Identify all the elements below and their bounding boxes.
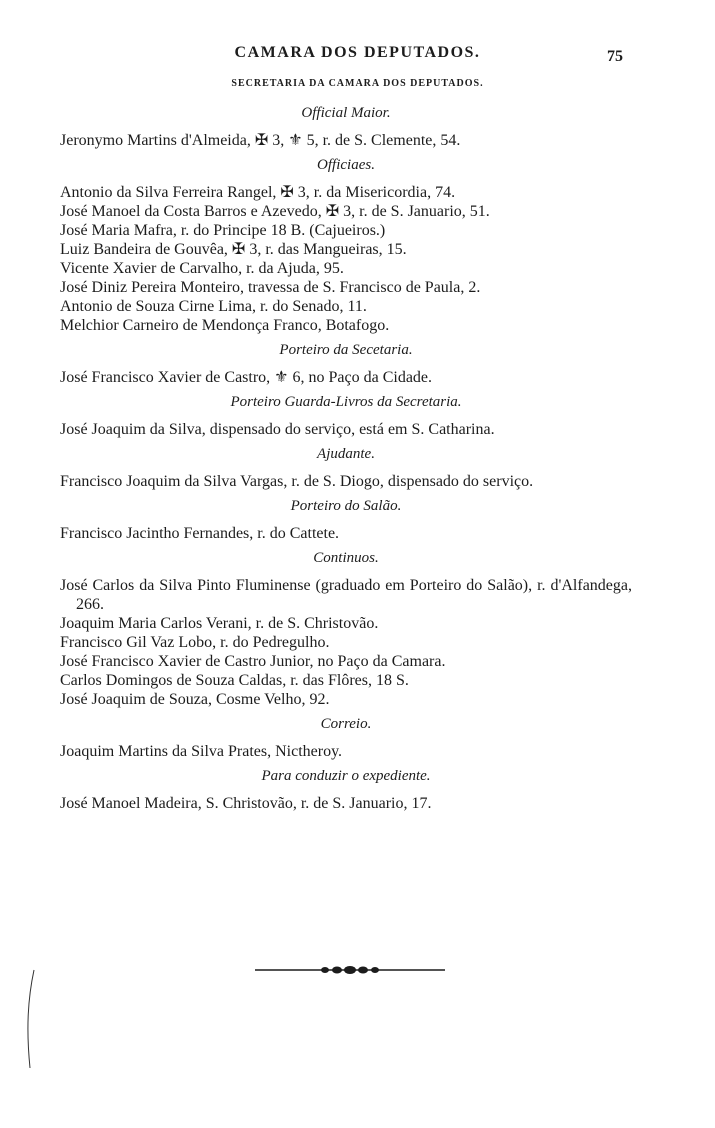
section-title: Continuos. xyxy=(313,550,379,566)
directory-entry: Joaquim Maria Carlos Verani, r. de S. Christovão. xyxy=(60,615,379,632)
directory-entry: Joaquim Martins da Silva Prates, Nictheroy. xyxy=(60,743,343,760)
directory-entry: José Manoel Madeira, S. Christovão, r. de S. Januario, 17. xyxy=(60,795,432,812)
directory-section xyxy=(60,393,632,439)
section-title: Officiaes. xyxy=(317,157,375,173)
page-number: 75 xyxy=(607,48,623,65)
directory-entry: José Francisco Xavier de Castro, ⚜ 6, no Paço da Cidade. xyxy=(60,369,433,386)
section-title: Para conduzir o expediente. xyxy=(261,768,431,784)
directory-entry: Jeronymo Martins d'Almeida, ✠ 3, ⚜ 5, r. de S. Clemente, 54. xyxy=(60,132,461,149)
directory-listing xyxy=(60,98,632,813)
directory-entry: Antonio de Souza Cirne Lima, r. do Senado, 11. xyxy=(60,298,367,315)
margin-pencil-mark xyxy=(22,968,52,1098)
section-title: Ajudante. xyxy=(317,446,375,462)
directory-entry: Francisco Gil Vaz Lobo, r. do Pedregulho. xyxy=(60,634,330,651)
directory-entry: José Joaquim de Souza, Cosme Velho, 92. xyxy=(60,691,330,708)
directory-section xyxy=(60,497,632,543)
section-title: Official Maior. xyxy=(301,105,391,121)
directory-entry: Francisco Joaquim da Silva Vargas, r. de S. Diogo, dispensado do serviço. xyxy=(60,473,534,490)
directory-entry: José Manoel da Costa Barros e Azevedo, ✠ 3, r. de S. Januario, 51. xyxy=(60,203,490,220)
section-title: Correio. xyxy=(320,716,372,732)
directory-entry: Francisco Jacintho Fernandes, r. do Cattete. xyxy=(60,525,340,542)
page-title: CAMARA DOS DEPUTADOS. xyxy=(234,44,481,61)
directory-section xyxy=(60,445,632,491)
directory-entry: Antonio da Silva Ferreira Rangel, ✠ 3, r. da Misericordia, 74. xyxy=(60,184,456,201)
directory-section xyxy=(60,341,632,387)
section-title: Porteiro da Secetaria. xyxy=(279,342,413,358)
directory-entry: José Diniz Pereira Monteiro, travessa de S. Francisco de Paula, 2. xyxy=(60,279,481,296)
directory-section xyxy=(60,104,632,150)
directory-entry: Luiz Bandeira de Gouvêa, ✠ 3, r. das Mangueiras, 15. xyxy=(60,241,407,258)
directory-entry: Melchior Carneiro de Mendonça Franco, Botafogo. xyxy=(60,317,390,334)
page-subtitle: SECRETARIA DA CAMARA DOS DEPUTADOS. xyxy=(231,78,484,89)
directory-section xyxy=(60,156,632,335)
directory-entry: José Joaquim da Silva, dispensado do serviço, está em S. Catharina. xyxy=(60,421,495,438)
directory-entry: José Carlos da Silva Pinto Fluminense (graduado em Porteiro do Salão), r. d'Alfandega, 266. xyxy=(60,577,632,613)
directory-section xyxy=(60,767,632,813)
directory-section xyxy=(60,715,632,761)
directory-entry: Vicente Xavier de Carvalho, r. da Ajuda, 95. xyxy=(60,260,344,277)
section-title: Porteiro Guarda-Livros da Secretaria. xyxy=(230,394,462,410)
directory-entry: Carlos Domingos de Souza Caldas, r. das Flôres, 18 S. xyxy=(60,672,409,689)
directory-entry: José Maria Mafra, r. do Principe 18 B. (Cajueiros.) xyxy=(60,222,386,239)
section-title: Porteiro do Salão. xyxy=(290,498,402,514)
directory-section xyxy=(60,549,632,709)
ornament-divider xyxy=(255,962,445,978)
directory-entry: José Francisco Xavier de Castro Junior, no Paço da Camara. xyxy=(60,653,446,670)
